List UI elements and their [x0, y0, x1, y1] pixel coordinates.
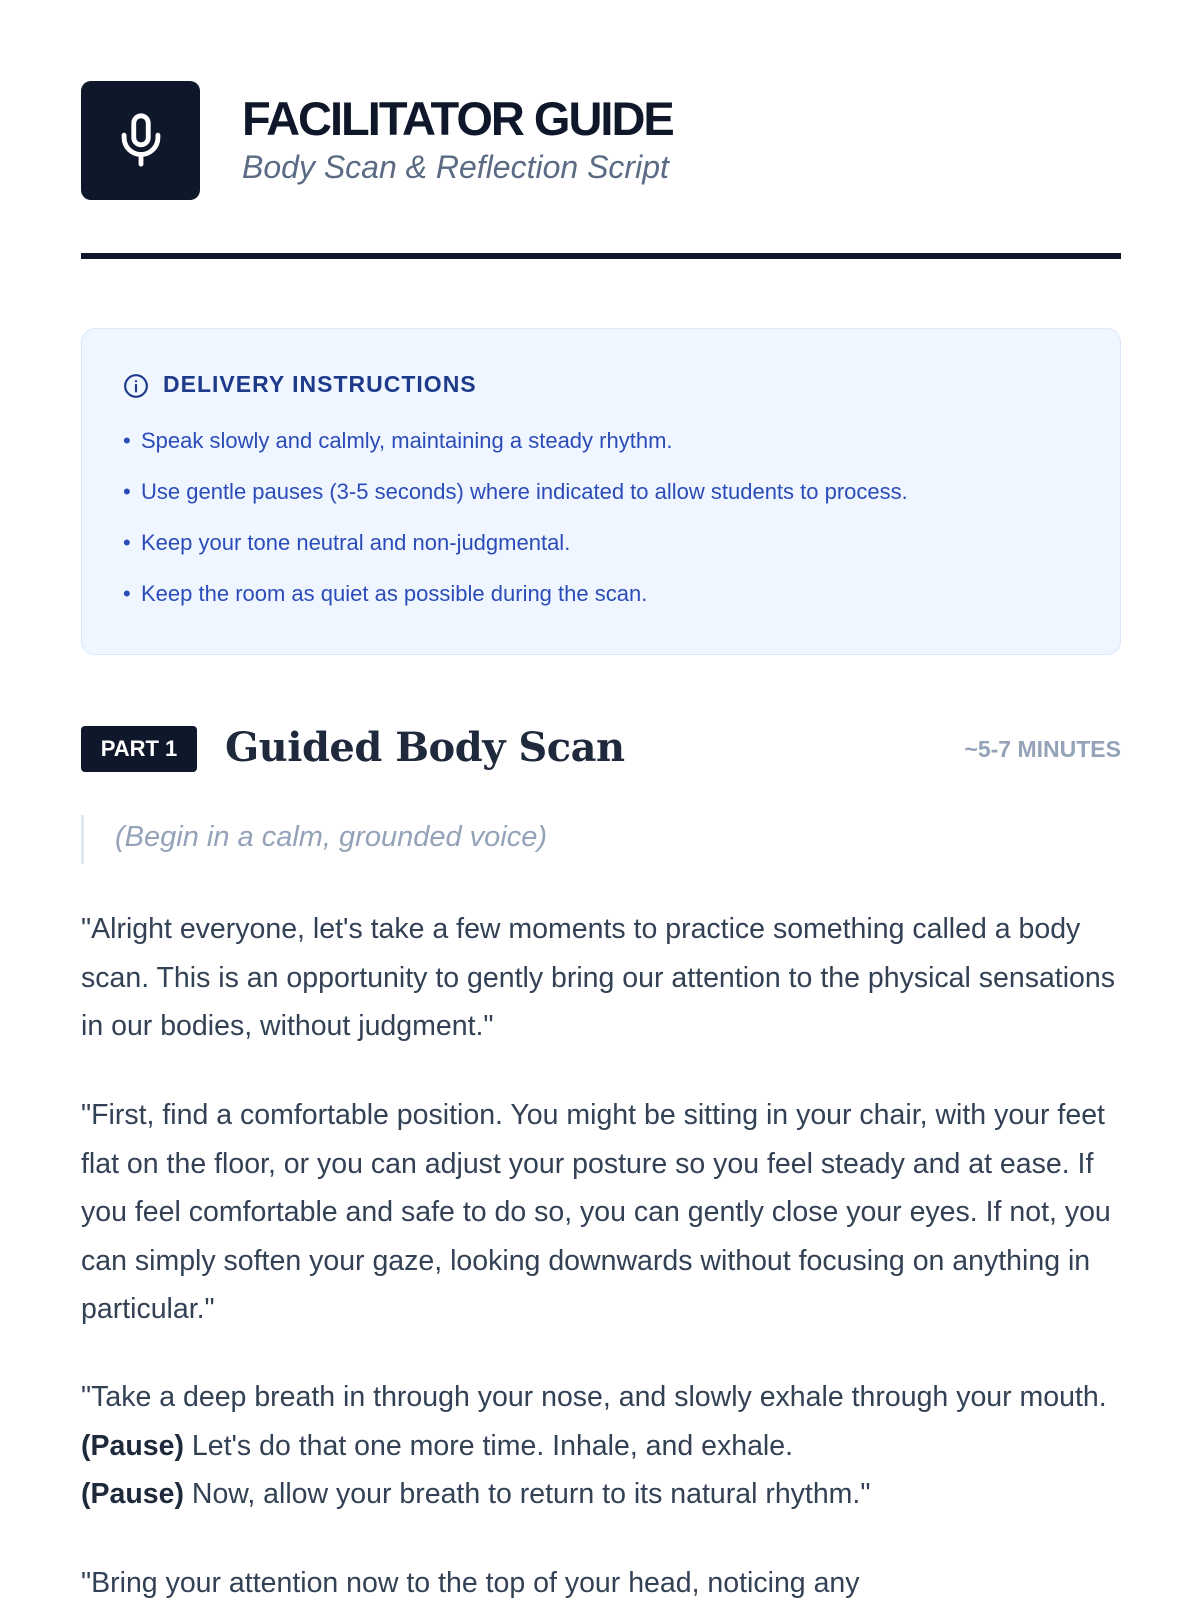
script-paragraph: "Bring your attention now to the top of your head, noticing any [81, 1567, 860, 1599]
section-title: Guided Body Scan [225, 724, 625, 771]
stage-direction [81, 815, 1121, 864]
pause-cue: (Pause) [81, 1429, 184, 1462]
script-paragraph: "First, find a comfortable position. You might be sitting in your chair, with your feet flat on the floor, or you can adjust your posture so you feel steady and at ease. If you feel comfortable and safe to do so, you can gently close your eyes. If not, you can simply soften your gaze, looking downwards without focusing on anything in particular." [81, 1099, 1111, 1325]
list-item: • Keep your tone neutral and non-judgmental. [123, 530, 571, 555]
page-subtitle: Body Scan & Reflection Script [242, 149, 669, 185]
script-paragraph: "Alright everyone, let's take a few moments to practice something called a body scan. This is an opportunity to gently bring our attention to the physical sensations in our bodies, without judgment." [81, 913, 1116, 1042]
pause-cue: (Pause) [81, 1478, 184, 1510]
section-header [81, 726, 1121, 776]
part-badge: PART 1 [81, 726, 197, 772]
list-item: • Speak slowly and calmly, maintaining a steady rhythm. [123, 428, 673, 453]
instructions-list [123, 428, 908, 632]
script-paragraph: "Take a deep breath in through your nose, and slowly exhale through your mouth. (Pause) Let's do that one more time. Inhale, and exhale. (Pause) Now, allow your breath to return to its natural rhythm." [81, 1381, 1107, 1510]
list-item: • Use gentle pauses (3-5 seconds) where indicated to allow students to process. [123, 479, 908, 504]
header-divider [81, 253, 1121, 259]
stage-direction-text: (Begin in a calm, grounded voice) [115, 821, 548, 853]
logo-badge [81, 81, 200, 200]
info-icon [123, 373, 149, 399]
instructions-title: DELIVERY INSTRUCTIONS [163, 371, 477, 397]
microphone-icon [112, 111, 170, 169]
page-title: FACILITATOR GUIDE [242, 92, 673, 145]
document-header [81, 81, 1121, 261]
delivery-instructions-panel [81, 328, 1121, 655]
list-item: • Keep the room as quiet as possible during the scan. [123, 581, 648, 606]
duration-label: ~5-7 MINUTES [964, 736, 1121, 762]
